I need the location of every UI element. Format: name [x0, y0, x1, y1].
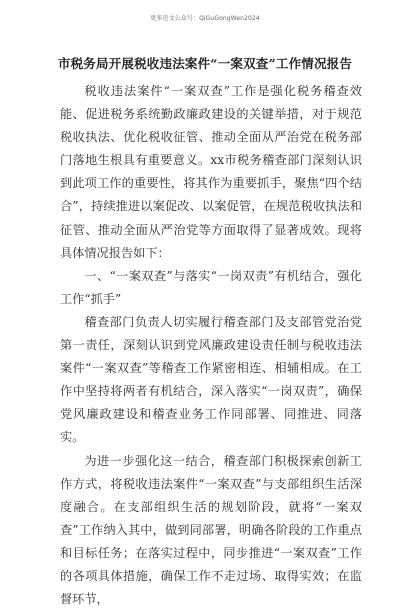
document-title: 市税务局开展税收违法案件“一案双查”工作情况报告	[0, 54, 410, 72]
document-body	[60, 80, 362, 611]
header-watermark: 更多范文公众号：QiGuGongWen2024	[0, 13, 410, 22]
paragraph-intro: 税收违法案件“一案双查”工作是强化税务稽查效能、促进税务系统勤政廉政建设的关键举措，对于规范税收执法、优化税收征管、推动全面从严治党在税务部门落地生根具有重要意义。xx市税务稽查部门深刻认识到此项工作的重要性，将其作为重要抓手，聚焦“四个结合”，持续推进以案促改、以案促管，在规范税收执法和征管、推动全面从严治党等方面取得了显著成效。现将具体情况报告如下：	[60, 80, 362, 265]
paragraph-section-1a: 稽查部门负责人切实履行稽查部门及支部管党治党第一责任，深刻认识到党风廉政建设责任制与税收违法案件“一案双查”等稽查工作紧密相连、相辅相成。在工作中坚持将两者有机结合，深入落实“一岗双责”，确保党风廉政建设和稽查业务工作同部署、同推进、同落实。	[60, 311, 362, 450]
paragraph-section-1b: 为进一步强化这一结合，稽查部门积极探索创新工作方式，将税收违法案件“一案双查”与支部组织生活深度融合。在支部组织生活的规划阶段，就将“一案双查”工作纳入其中，做到同部署，明确各阶段的工作重点和目标任务；在落实过程中，同步推进“一案双查”工作的各项具体措施，确保工作不走过场、取得实效；在监督环节，	[60, 450, 362, 611]
section-heading-1: 一、“一案双查”与落实“一岗双责”有机结合，强化工作“抓手”	[60, 265, 362, 311]
